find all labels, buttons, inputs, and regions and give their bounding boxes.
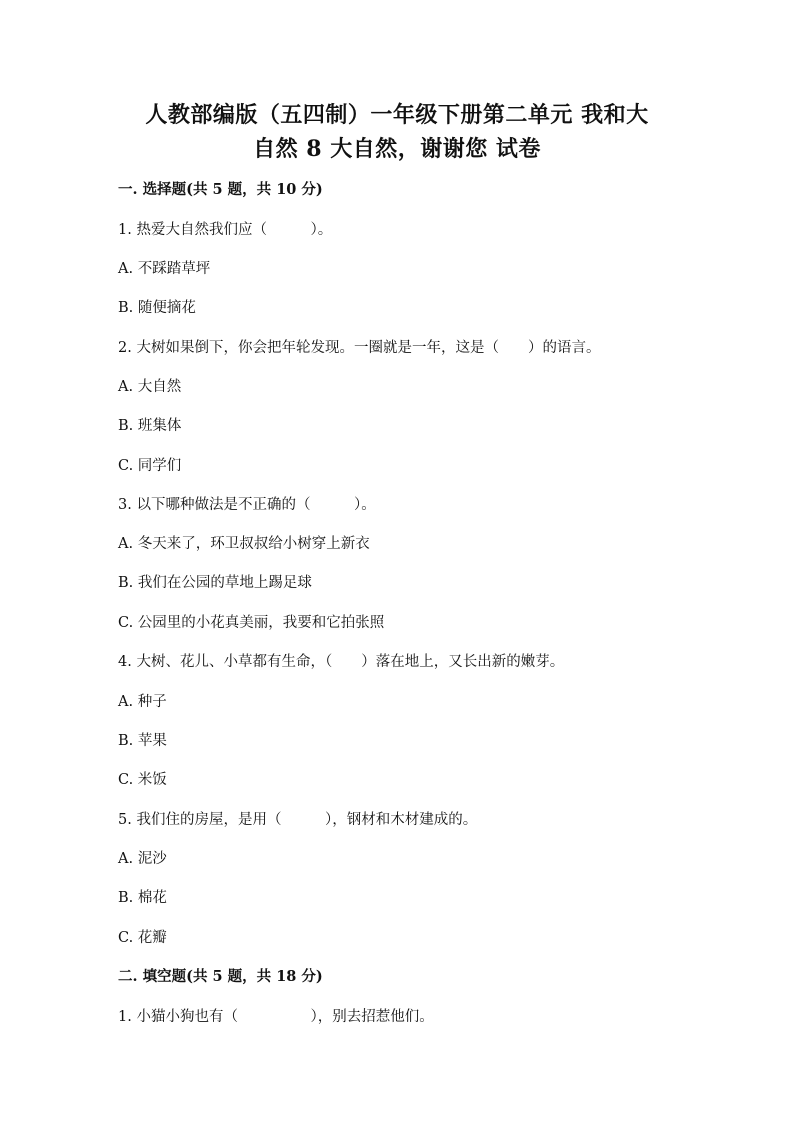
question-option: C. 同学们 [118, 458, 182, 474]
section-heading-fill-in-blank: 二. 填空题(共 5 题，共 18 分) [118, 968, 323, 985]
question-option: A. 种子 [118, 694, 167, 710]
section-heading-multiple-choice: 一. 选择题(共 5 题，共 10 分) [118, 181, 323, 198]
question-option: A. 不踩踏草坪 [118, 261, 211, 277]
question-stem: 4. 大树、花儿、小草都有生命，（ ）落在地上，又长出新的嫩芽。 [118, 654, 565, 670]
question-option: B. 棉花 [118, 890, 167, 906]
question-option: B. 随便摘花 [118, 300, 196, 316]
question-option: C. 花瓣 [118, 930, 167, 946]
question-stem: 3. 以下哪种做法是不正确的（ ）。 [118, 497, 376, 513]
question-option: B. 班集体 [118, 418, 182, 434]
question-option: A. 大自然 [118, 379, 182, 395]
exam-title-line-1: 人教部编版（五四制）一年级下册第二单元 我和大 [145, 102, 649, 128]
question-option: A. 泥沙 [118, 851, 167, 867]
question-option: B. 苹果 [118, 733, 167, 749]
exam-title-line-2: 自然 8 大自然，谢谢您 试卷 [253, 136, 541, 162]
question-stem: 2. 大树如果倒下，你会把年轮发现。一圈就是一年，这是（ ）的语言。 [118, 340, 601, 356]
question-option: A. 冬天来了，环卫叔叔给小树穿上新衣 [118, 536, 370, 552]
question-option: C. 公园里的小花真美丽，我要和它拍张照 [118, 615, 385, 631]
question-stem: 1. 小猫小狗也有（ ），别去招惹他们。 [118, 1009, 434, 1025]
question-option: B. 我们在公园的草地上踢足球 [118, 575, 312, 591]
question-stem: 1. 热爱大自然我们应（ ）。 [118, 222, 333, 238]
question-option: C. 米饭 [118, 772, 167, 788]
question-stem: 5. 我们住的房屋，是用（ ），钢材和木材建成的。 [118, 812, 478, 828]
